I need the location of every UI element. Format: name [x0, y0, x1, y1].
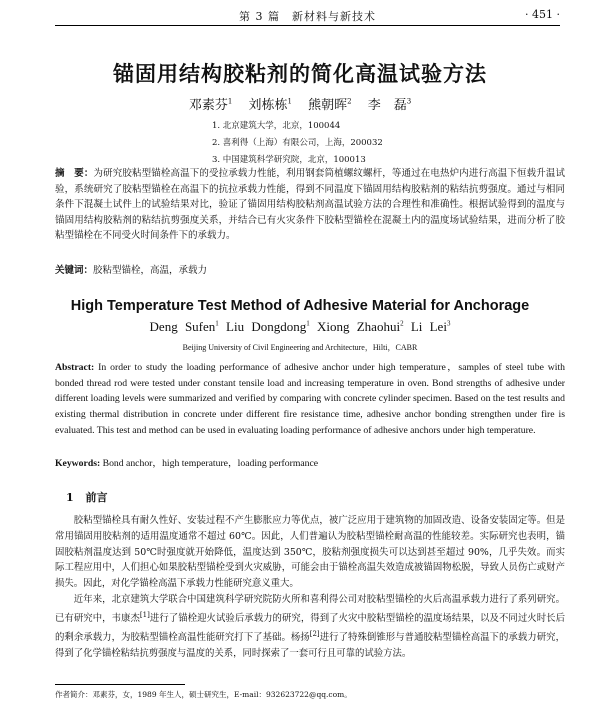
keywords-cn: [55, 262, 565, 276]
abstract-en: [55, 360, 565, 439]
keywords-en-label: Keywords:: [55, 458, 101, 469]
author-cn: 邓素芬$^1$: [188, 97, 233, 113]
citation-ref: [2]: [309, 629, 320, 638]
abstract-en-label: Abstract:: [55, 362, 95, 373]
affiliation-cn: 1. 北京建筑大学，北京，100044: [212, 121, 341, 131]
author-en: Xiong Zhaohui$^2$: [316, 319, 404, 334]
keywords-en: [55, 455, 565, 469]
keywords-en-text: Bond anchor，high temperature，loading performance: [100, 458, 319, 469]
citation-ref: [1]: [139, 610, 150, 619]
footnote: 作者简介：邓素芬，女，1989 年生人，硕士研究生，E-mail：932623722@qq.com。: [55, 690, 352, 699]
keywords-cn-label: 关键词：: [55, 265, 94, 276]
body-paragraph: 近年来，北京建筑大学联合中国建筑科学研究院防火所和喜利得公司对胶粘型锚栓的火后高温承载力进行了系列研究。已有研究中，韦康杰[1]进行了锚栓迎火试验后承载力的研究，得到了火灾中胶粘型锚栓的温度场结果，以及不同过火时长后的剩余承载力，为胶粘型锚栓高温性能研究打下了基础。杨扬[2]进行了特殊倒锥形与普通胶粘型锚栓高温下的承载力研究，得到了化学锚栓粘结抗剪强度与温度的关系，同时探索了一套可行且可靠的试验方法。: [55, 593, 565, 659]
authors-en: [0, 319, 600, 335]
keywords-cn-text: 胶粘型锚栓，高温，承载力: [93, 265, 208, 276]
header-rule: [55, 25, 560, 26]
section-title: 前言: [85, 491, 108, 504]
affiliation-cn: 3. 中国建筑科学研究院，北京，100013: [212, 155, 366, 165]
author-en: Liu Dongdong$^1$: [226, 319, 310, 334]
section-number: 1: [66, 491, 74, 504]
section-heading: [66, 489, 108, 505]
author-cn: 熊朝晖$^2$: [308, 97, 352, 113]
affiliations-cn: [212, 118, 383, 169]
abstract-cn: [55, 166, 565, 244]
body-text: [55, 513, 565, 661]
author-cn: 李 磊$^3$: [367, 97, 412, 113]
abstract-en-text: In order to study the loading performance of adhesive anchor under high temperature，samples of steel tube with bonded thread rod were tested under constant tensile load and increasing temperature in oven. Bond strengths of adhesive under different loading levels were summarized and verified by comparing with concrete cylinder specimen. Based on the test results and existing thermal distribution in concrete under different fire resistance time, adhesive anchor bonding strengthen under fire is evaluated. This test and method can be used in evaluating loading performance of adhesive anchors under high temperature.: [55, 362, 565, 436]
header-section: 第 3 篇 新材料与新技术: [239, 10, 376, 23]
authors-cn: [0, 94, 600, 113]
author-en: Li Lei$^3$: [410, 319, 451, 334]
page-number: · 451 ·: [525, 8, 560, 21]
abstract-cn-label: 摘 要：: [55, 168, 94, 179]
paper-title-cn: 锚固用结构胶粘剂的简化高温试验方法: [113, 61, 487, 86]
author-en: Deng Sufen$^1$: [149, 319, 219, 334]
abstract-cn-text: 为研究胶粘型锚栓高温下的受拉承载力性能，利用钢套筒植螺纹螺杆，等通过在电热炉内进行高温下恒载升温试验，系统研究了胶粘型锚栓在高温下的抗拉承载力性能，得到不同温度下锚固用结构胶粘剂的粘结抗剪强度。通过与相同条件下混凝土试件上的试验结果对比，验证了锚固用结构胶粘剂高温试验方法的合理性和准确性。根据试验得到的温度与锚固用结构胶粘剂的粘结抗剪强度关系，并结合已有火灾条件下胶粘型锚栓在混凝土内的温度场试验结果，进而分析了胶粘型锚栓在不同受火时间条件下的承载力。: [55, 168, 565, 241]
running-header: [55, 4, 560, 24]
author-cn: 刘栋栋$^1$: [248, 97, 292, 113]
affiliation-en: Beijing University of Civil Engineering and Architecture，Hilti，CABR: [182, 343, 418, 352]
paper-title-en: High Temperature Test Method of Adhesive Material for Anchorage: [70, 298, 530, 314]
affiliation-cn: 2. 喜利得（上海）有限公司，上海，200032: [212, 138, 383, 148]
body-paragraph: 胶粘型锚栓具有耐久性好、安装过程不产生膨胀应力等优点，被广泛应用于建筑物的加固改造、设备安装固定等。但是常用锚固用胶粘剂的适用温度通常不超过 60℃。因此，人们普遍认为胶粘型锚栓耐高温的性能较差。实际研究也表明，锚固胶粘剂温度达到 50℃时强度就开始降低，温度达到 350℃，胶粘剂强度损失可以达到甚至超过 90%，几乎失效。而实际工程应用中，人们担心如果胶粘型锚栓受到火灾威胁，可能会由于锚栓高温失效造成被锚固物松脱，导致人员伤亡或财产损失。因此，对化学锚栓高温下承载力性能研究意义重大。: [55, 515, 565, 590]
footnote-rule: [55, 684, 185, 685]
